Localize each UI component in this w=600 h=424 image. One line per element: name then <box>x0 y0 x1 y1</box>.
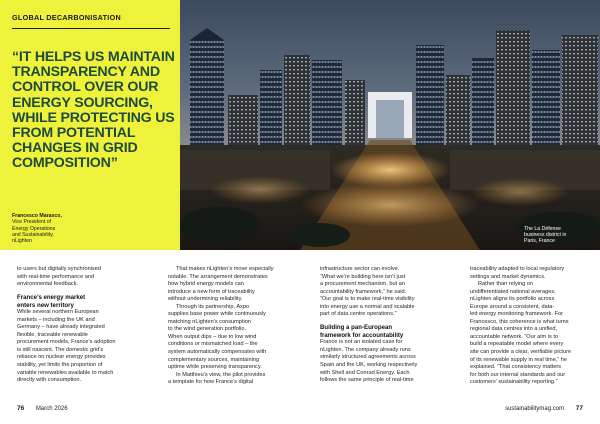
paragraph: to users but digitally synchronised with real-time performance and environmental feedback. <box>17 266 101 288</box>
paragraph: infrastructure sector can evolve. “What we’re building here isn’t just a procurement mechanism, but an accountability framework,” he said. “Our goal is to make real-time visibility into energy use a normal and scalable part of data centre operations.” <box>320 266 415 318</box>
body-column-1 <box>17 266 149 385</box>
pull-quote: “IT HELPS US MAINTAIN TRANSPARENCY AND CONTROL OVER OUR ENERGY SOURCING, WHILE PROTECTING US FROM POTENTIAL CHANGES IN GRID COMPOSITION” <box>12 49 175 172</box>
paragraph: Rather than relying on undifferentiated national averages, nLighten aligns its portfolio across Europe around a consistent, data- led energy monitoring framework. For Francesco, this coherence is what turns regional data centres into a unified, accountable network. “Our aim is to build a repeatable model where every site can provide a clear, verifiable picture of its renewable supply in real time,” he explained. “That consistency matters for both our internal standards and our customers’ sustainability reporting.” <box>470 281 572 386</box>
quote-panel <box>0 0 180 250</box>
paragraph: traceability adapted to local regulatory settings and market dynamics. <box>470 266 565 280</box>
right-page-number: 77 <box>575 405 583 412</box>
photo-caption: The La Défense business district in Paris, France <box>524 226 567 245</box>
paragraph: That makes nLighten’s move especially notable. The arrangement demonstrates how hybrid energy models can introduce a new form of traceability without undermining reliability. <box>168 266 274 303</box>
paragraph: France is not an isolated case for nLighten. The company already runs similarly structured agreements across Spain and the UK, working respectively with Shell and Conrad Energy. Each follows the same principle of real-time <box>320 339 418 384</box>
paragraph: In Matthieu’s view, the pilot provides a template for how France’s digital <box>168 371 266 386</box>
body-column-3 <box>320 266 452 385</box>
issue-date: March 2026 <box>35 406 68 412</box>
subheading: France’s energy market enters new territory <box>17 294 86 309</box>
section-tag: GLOBAL DECARBONISATION <box>12 13 121 22</box>
body-column-2 <box>168 266 300 387</box>
attribution-name: Francesco Marasco, <box>12 213 62 219</box>
left-page-footer <box>17 405 68 412</box>
right-page-footer <box>505 405 583 412</box>
attribution-role: Vice President of Energy Operations and Sustainability, nLighten <box>12 219 56 245</box>
cityscape-photo <box>180 0 600 250</box>
subheading: Building a pan-European framework for accountability <box>320 324 404 339</box>
quote-attribution <box>12 213 132 244</box>
la-defense-skyline-image <box>180 0 600 250</box>
paragraph: Through its partnership, Axpo supplies base power while continuously matching nLighten’s consumption to the wind generation portfolio. When output dips – due to low wind conditions or mismatched load – the system automatically compensates with complementary sources, maintaining uptime while preserving transparency. <box>168 303 267 371</box>
body-column-4 <box>470 266 600 387</box>
website[interactable]: sustainabilitymag.com <box>505 406 565 412</box>
section-divider <box>12 28 170 29</box>
paragraph: While several northern European markets – including the UK and Germany – have already integrated flexible, traceable renewable procurement models, France’s adoption is still nascent. The domestic grid’s reliance on nuclear energy provides stability, yet limits the proportion of variable renewables available to match directly with consumption. <box>17 309 116 384</box>
left-page-number: 76 <box>17 405 25 412</box>
